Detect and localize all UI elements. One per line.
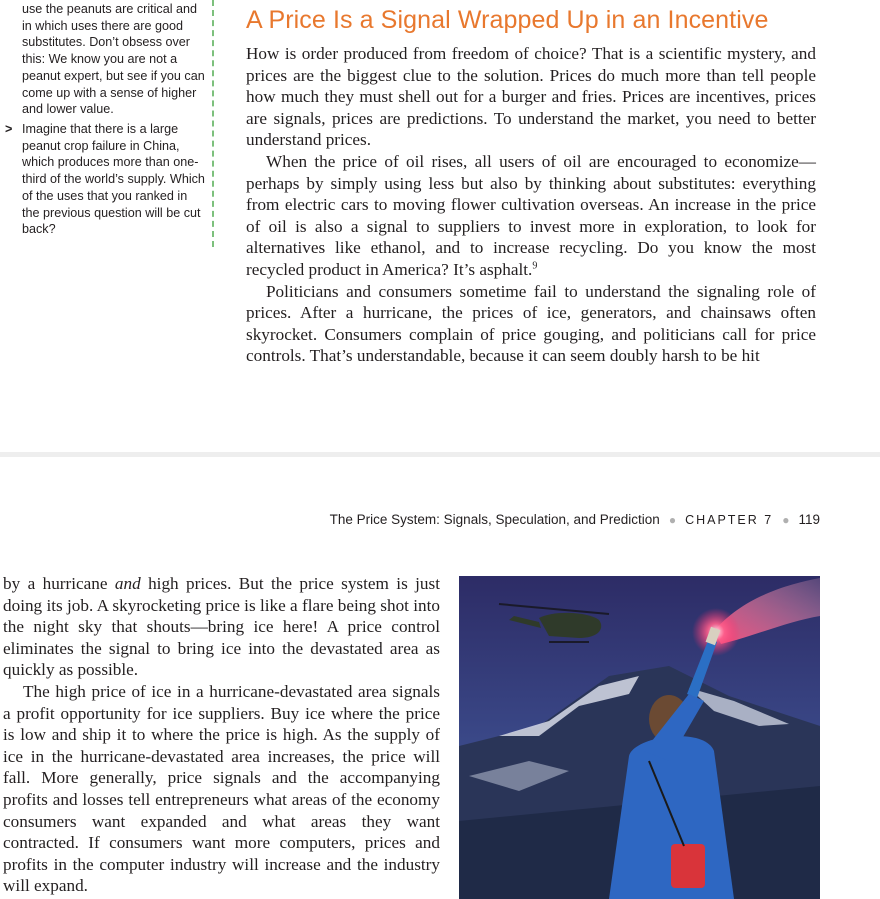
continued-paragraph-2: The high price of ice in a hurricane-devastated area signals a profit opportunity for ice suppliers. Buy ice where the price is low and ship it to where the price is high. As the supply of ice in the hurricane-devastated area increases, the price will fall. More generally, price signals and the accompanying profits and losses tell entrepreneurs what areas of the economy consumers want expanded and what areas they want contracted. If consumers want more computers, prices and profits in the computer industry will increase and the industry will expand. [3, 681, 440, 896]
section-heading: A Price Is a Signal Wrapped Up in an Incentive [246, 6, 769, 34]
page-number: 119 [798, 512, 820, 527]
running-head [330, 512, 820, 527]
bullet-arrow-icon: > [5, 122, 13, 136]
footnote-marker[interactable]: 9 [532, 260, 538, 272]
continued-text-start: by a hurricane [3, 574, 115, 593]
sidebar-paragraph: use the peanuts are critical and in which uses there are good substitutes. Don’t obsess over this: We know you are not a peanut expert, but see if you can come up with a sense of higher and lower value. [22, 2, 205, 117]
separator-dot-icon: ● [782, 513, 790, 527]
continued-text-rest: high prices. But the price system is just doing its job. A skyrocketing price is like a flare being shot into the night sky that shouts—bring ice here! A price control eliminates the signal to bring ice into the devastated area as quickly as possible. [3, 574, 440, 680]
continued-paragraph-1 [3, 573, 440, 681]
flare-helicopter-photo [459, 576, 820, 899]
photo-illustration [459, 576, 820, 899]
paragraph-1: How is order produced from freedom of choice? That is a scientific mystery, and prices are the biggest clue to the solution. Prices do much more than tell people how much they must shell out for a burger and fries. Prices are incentives, prices are signals, prices are predictions. To understand the market, you need to better understand prices. [246, 44, 816, 150]
sidebar-question: Imagine that there is a large peanut crop failure in China, which produces more than one-third of the world’s supply. Which of the uses that you ranked in the previous question will be cut back? [22, 122, 205, 237]
running-head-chapter: CHAPTER 7 [685, 513, 774, 527]
emphasis-and: and [114, 574, 141, 593]
body-text-bottom [3, 573, 440, 897]
margin-sidebar [0, 0, 214, 247]
separator-dot-icon: ● [668, 513, 677, 527]
body-text-top [246, 43, 816, 367]
paragraph-3: Politicians and consumers sometime fail to understand the signaling role of prices. After a hurricane, the prices of ice, generators, and chainsaws often skyrocket. Consumers complain of price gouging, and politicians call for price controls. That’s understandable, because it can seem doubly harsh to be hit [246, 281, 816, 366]
page-divider [0, 452, 880, 457]
paragraph-2-text: When the price of oil rises, all users of oil are encouraged to economize—perhaps by simply using less but also by thinking about substitutes: everything from electric cars to moving flower cultivation overseas. An increase in the price of oil is also a signal to suppliers to invest more in exploration, to look for alternatives like ethanol, and to increase recycling. Do you know the most recycled product in America? It’s asphalt. [246, 151, 816, 279]
paragraph-2 [246, 151, 816, 281]
running-head-title: The Price System: Signals, Speculation, and Prediction [329, 512, 660, 527]
